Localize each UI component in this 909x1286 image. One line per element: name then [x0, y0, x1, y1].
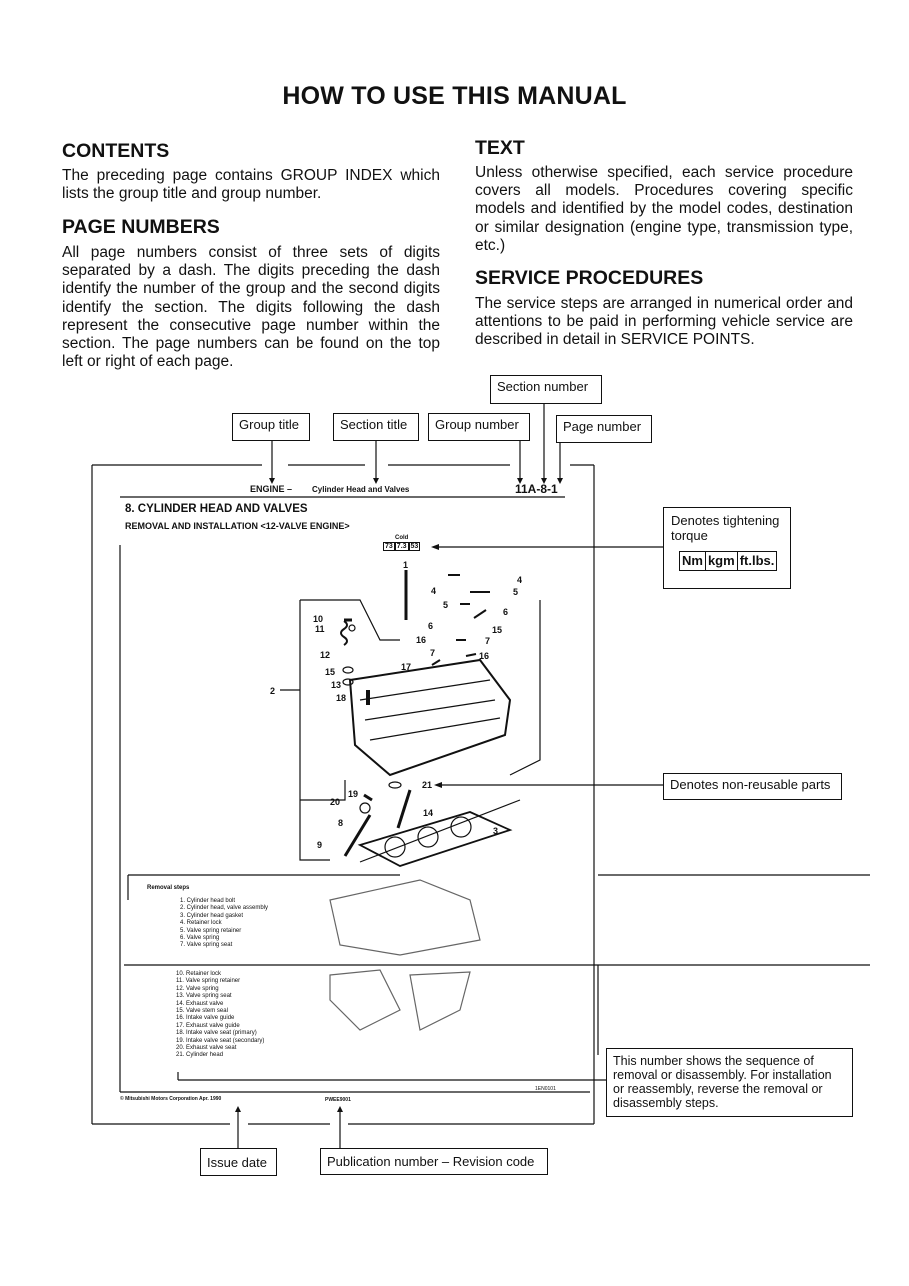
torque-unit-nm: Nm	[679, 551, 706, 571]
page-numbers-heading: PAGE NUMBERS	[62, 216, 220, 238]
service-heading: SERVICE PROCEDURES	[475, 267, 704, 289]
page-number-callout: Page number	[556, 415, 652, 443]
part-label: 8	[338, 818, 344, 828]
sample-page-number: 11A-8-1	[515, 482, 558, 496]
removal-steps-list-1	[180, 898, 330, 950]
removal-steps-title: Removal steps	[147, 885, 190, 891]
sample-subheading: REMOVAL AND INSTALLATION <12-VALVE ENGINE>	[125, 521, 350, 531]
removal-step: 17. Exhaust valve guide	[176, 1022, 240, 1029]
part-label: 12	[320, 650, 331, 660]
group-title-callout: Group title	[232, 413, 310, 441]
issue-date-callout: Issue date	[200, 1148, 277, 1176]
part-label: 7	[485, 636, 491, 646]
section-number-callout: Section number	[490, 375, 602, 404]
removal-step: 11. Valve spring retainer	[176, 978, 241, 985]
part-label: 4	[517, 575, 523, 585]
non-reusable-callout: Denotes non-reusable parts	[663, 773, 842, 800]
torque-value: 73	[385, 543, 393, 550]
sequence-callout: This number shows the sequence of removal or disassembly. For installation or reassembly, reverse the removal or disassembly steps.	[606, 1048, 853, 1117]
part-label: 20	[330, 797, 341, 807]
part-label: 9	[317, 840, 323, 850]
part-label: 15	[325, 667, 336, 677]
removal-step: 6. Valve spring	[180, 935, 220, 942]
removal-step: 15. Valve stem seal	[176, 1008, 228, 1015]
sample-section-heading: 8. CYLINDER HEAD AND VALVES	[125, 503, 308, 515]
removal-step: 20. Exhaust valve seat	[176, 1045, 237, 1052]
part-label: 6	[503, 607, 509, 617]
removal-step: 18. Intake valve seat (primary)	[176, 1030, 257, 1037]
removal-step: 21. Cylinder head	[176, 1052, 224, 1059]
section-title-callout: Section title	[333, 413, 419, 441]
part-label: 17	[401, 662, 412, 672]
part-label: 11	[315, 624, 325, 634]
removal-step: 7. Valve spring seat	[180, 942, 233, 949]
removal-step: 4. Retainer lock	[180, 920, 222, 927]
service-body: The service steps are arranged in numerical order and attentions to be paid in performing vehicle service are described in detail in SERVICE POINTS.	[475, 295, 853, 349]
part-label: 4	[431, 586, 437, 596]
removal-step: 12. Valve spring	[176, 985, 219, 992]
group-number-callout: Group number	[428, 413, 530, 441]
removal-step: 19. Intake valve seat (secondary)	[176, 1037, 265, 1044]
removal-step: 5. Valve spring retainer	[180, 927, 242, 934]
text-heading: TEXT	[475, 137, 525, 159]
part-label: 16	[479, 651, 490, 661]
torque-units	[679, 551, 783, 571]
removal-steps-list-2	[176, 971, 326, 1060]
part-label: 21	[422, 780, 433, 790]
part-label: 14	[423, 808, 434, 818]
sample-torque-values	[383, 542, 420, 551]
torque-value: 53	[410, 543, 419, 550]
sample-pub-code: PWEE9001	[325, 1097, 351, 1103]
part-label: 13	[331, 680, 342, 690]
removal-step: 10. Retainer lock	[176, 971, 222, 977]
part-label: 1	[403, 560, 409, 570]
page-title: HOW TO USE THIS MANUAL	[282, 82, 627, 110]
publication-callout: Publication number – Revision code	[320, 1148, 548, 1175]
tightening-torque-callout	[663, 507, 791, 589]
contents-heading: CONTENTS	[62, 140, 170, 162]
part-label: 5	[513, 587, 519, 597]
part-label: 15	[492, 625, 503, 635]
part-label: 16	[416, 635, 427, 645]
removal-step: 14. Exhaust valve	[176, 1000, 224, 1007]
sample-header-section: Cylinder Head and Valves	[312, 485, 410, 494]
part-label: 6	[428, 621, 434, 631]
removal-step: 2. Cylinder head, valve assembly	[180, 905, 269, 912]
torque-unit-kgm: kgm	[705, 551, 738, 571]
removal-step: 13. Valve spring seat	[176, 993, 232, 1000]
part-label: 10	[313, 614, 324, 624]
removal-step: 3. Cylinder head gasket	[180, 912, 244, 919]
part-label: 18	[336, 693, 347, 703]
torque-value: 7.3	[396, 543, 407, 550]
part-label: 7	[430, 648, 436, 658]
sample-fig-code: 1EN0101	[535, 1086, 556, 1092]
sample-header-group: ENGINE –	[250, 484, 293, 494]
sample-copyright: © Mitsubishi Motors Corporation Apr. 1990	[120, 1096, 222, 1102]
tightening-torque-text: Denotes tightening torque	[671, 513, 780, 543]
contents-body: The preceding page contains GROUP INDEX which lists the group title and group number.	[62, 167, 440, 203]
page-numbers-body: All page numbers consist of three sets of digits separated by a dash. The digits preceding the dash identify the number of the group and the second digits identify the section. The digits following the dash represent the consecutive page number within the section. The page numbers can be found on the top left or right of each page.	[62, 244, 440, 371]
part-label: 5	[443, 600, 449, 610]
removal-step: 1. Cylinder head bolt	[180, 898, 236, 904]
part-label: 2	[270, 686, 276, 696]
torque-unit-ftlbs: ft.lbs.	[737, 551, 778, 571]
text-body: Unless otherwise specified, each service procedure covers all models. Procedures covering specific models and identified by the model codes, destination or similar designation (engine type, transmission type, etc.)	[475, 164, 853, 254]
removal-step: 16. Intake valve guide	[176, 1015, 235, 1022]
part-label: 19	[348, 789, 359, 799]
cold-label: Cold	[395, 535, 409, 541]
part-label: 3	[493, 826, 499, 836]
